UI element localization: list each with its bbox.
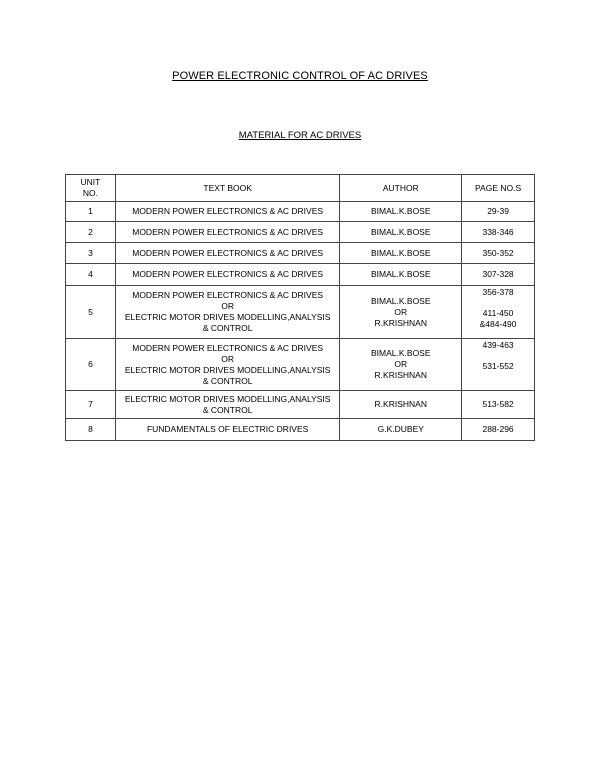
author-cell: R.KRISHNAN	[340, 391, 462, 419]
table-row	[66, 202, 535, 222]
book-line: ELECTRIC MOTOR DRIVES MODELLING,ANALYSIS	[124, 364, 331, 375]
table-row	[66, 391, 535, 419]
unit-cell: 3	[66, 243, 116, 264]
pages-cell: 307-328	[462, 264, 535, 286]
unit-cell: 6	[66, 339, 116, 391]
pages-line: 411-450	[482, 308, 514, 318]
unit-cell: 4	[66, 264, 116, 286]
header-unit-line1: UNIT	[80, 177, 101, 187]
book-cell: MODERN POWER ELECTRONICS & AC DRIVES	[115, 202, 340, 222]
book-cell	[115, 391, 340, 419]
table-row	[66, 243, 535, 264]
or-text: OR	[394, 306, 408, 317]
author-cell	[340, 286, 462, 339]
unit-cell: 5	[66, 286, 116, 339]
page-subtitle: MATERIAL FOR AC DRIVES	[238, 130, 362, 141]
book-cell: MODERN POWER ELECTRONICS & AC DRIVES	[115, 243, 340, 264]
author-cell: BIMAL.K.BOSE	[340, 243, 462, 264]
header-unit-no	[66, 175, 116, 202]
table-row	[66, 419, 535, 441]
header-author: AUTHOR	[340, 175, 462, 202]
unit-cell: 8	[66, 419, 116, 441]
author-cell	[340, 339, 462, 391]
author-line: R.KRISHNAN	[374, 370, 427, 380]
header-unit-line2: NO.	[82, 188, 98, 198]
pages-line: 356-378	[482, 287, 514, 297]
materials-table	[65, 174, 535, 441]
table-row	[66, 222, 535, 243]
author-line: BIMAL.K.BOSE	[371, 348, 431, 358]
header-text-book: TEXT BOOK	[115, 175, 340, 202]
book-cell: MODERN POWER ELECTRONICS & AC DRIVES	[115, 264, 340, 286]
unit-cell: 1	[66, 202, 116, 222]
book-line: ELECTRIC MOTOR DRIVES MODELLING,ANALYSIS	[124, 312, 331, 322]
table-header-row	[66, 175, 535, 202]
book-cell: FUNDAMENTALS OF ELECTRIC DRIVES	[115, 419, 340, 441]
author-cell: BIMAL.K.BOSE	[340, 202, 462, 222]
book-line: & CONTROL	[202, 375, 253, 386]
author-cell: BIMAL.K.BOSE	[340, 222, 462, 243]
author-line: BIMAL.K.BOSE	[371, 295, 431, 306]
book-cell	[115, 286, 340, 339]
pages-cell: 338-346	[462, 222, 535, 243]
table-row	[66, 264, 535, 286]
table-row	[66, 339, 535, 391]
pages-cell	[462, 339, 535, 391]
book-cell	[115, 339, 340, 391]
pages-cell: 288-296	[462, 419, 535, 441]
book-cell: MODERN POWER ELECTRONICS & AC DRIVES	[115, 222, 340, 243]
or-text: OR	[394, 359, 408, 369]
author-cell: G.K.DUBEY	[340, 419, 462, 441]
book-line: & CONTROL	[202, 404, 253, 415]
table-row	[66, 286, 535, 339]
unit-cell: 7	[66, 391, 116, 419]
pages-cell: 350-352	[462, 243, 535, 264]
pages-cell: 29-39	[462, 202, 535, 222]
pages-cell: 513-582	[462, 391, 535, 419]
page-title: POWER ELECTRONIC CONTROL OF AC DRIVES	[172, 70, 428, 82]
author-cell: BIMAL.K.BOSE	[340, 264, 462, 286]
or-text: OR	[221, 301, 235, 311]
book-line: & CONTROL	[202, 323, 253, 333]
header-page-nos: PAGE NO.S	[462, 175, 535, 202]
book-line: ELECTRIC MOTOR DRIVES MODELLING,ANALYSIS	[124, 393, 331, 404]
pages-line: 439-463	[482, 340, 514, 350]
book-line: MODERN POWER ELECTRONICS & AC DRIVES	[132, 290, 324, 300]
pages-line: 531-552	[482, 361, 514, 371]
or-text: OR	[221, 353, 235, 364]
book-line: MODERN POWER ELECTRONICS & AC DRIVES	[132, 342, 324, 353]
author-line: R.KRISHNAN	[374, 317, 427, 328]
unit-cell: 2	[66, 222, 116, 243]
pages-line: &484-490	[479, 319, 517, 329]
pages-cell	[462, 286, 535, 339]
